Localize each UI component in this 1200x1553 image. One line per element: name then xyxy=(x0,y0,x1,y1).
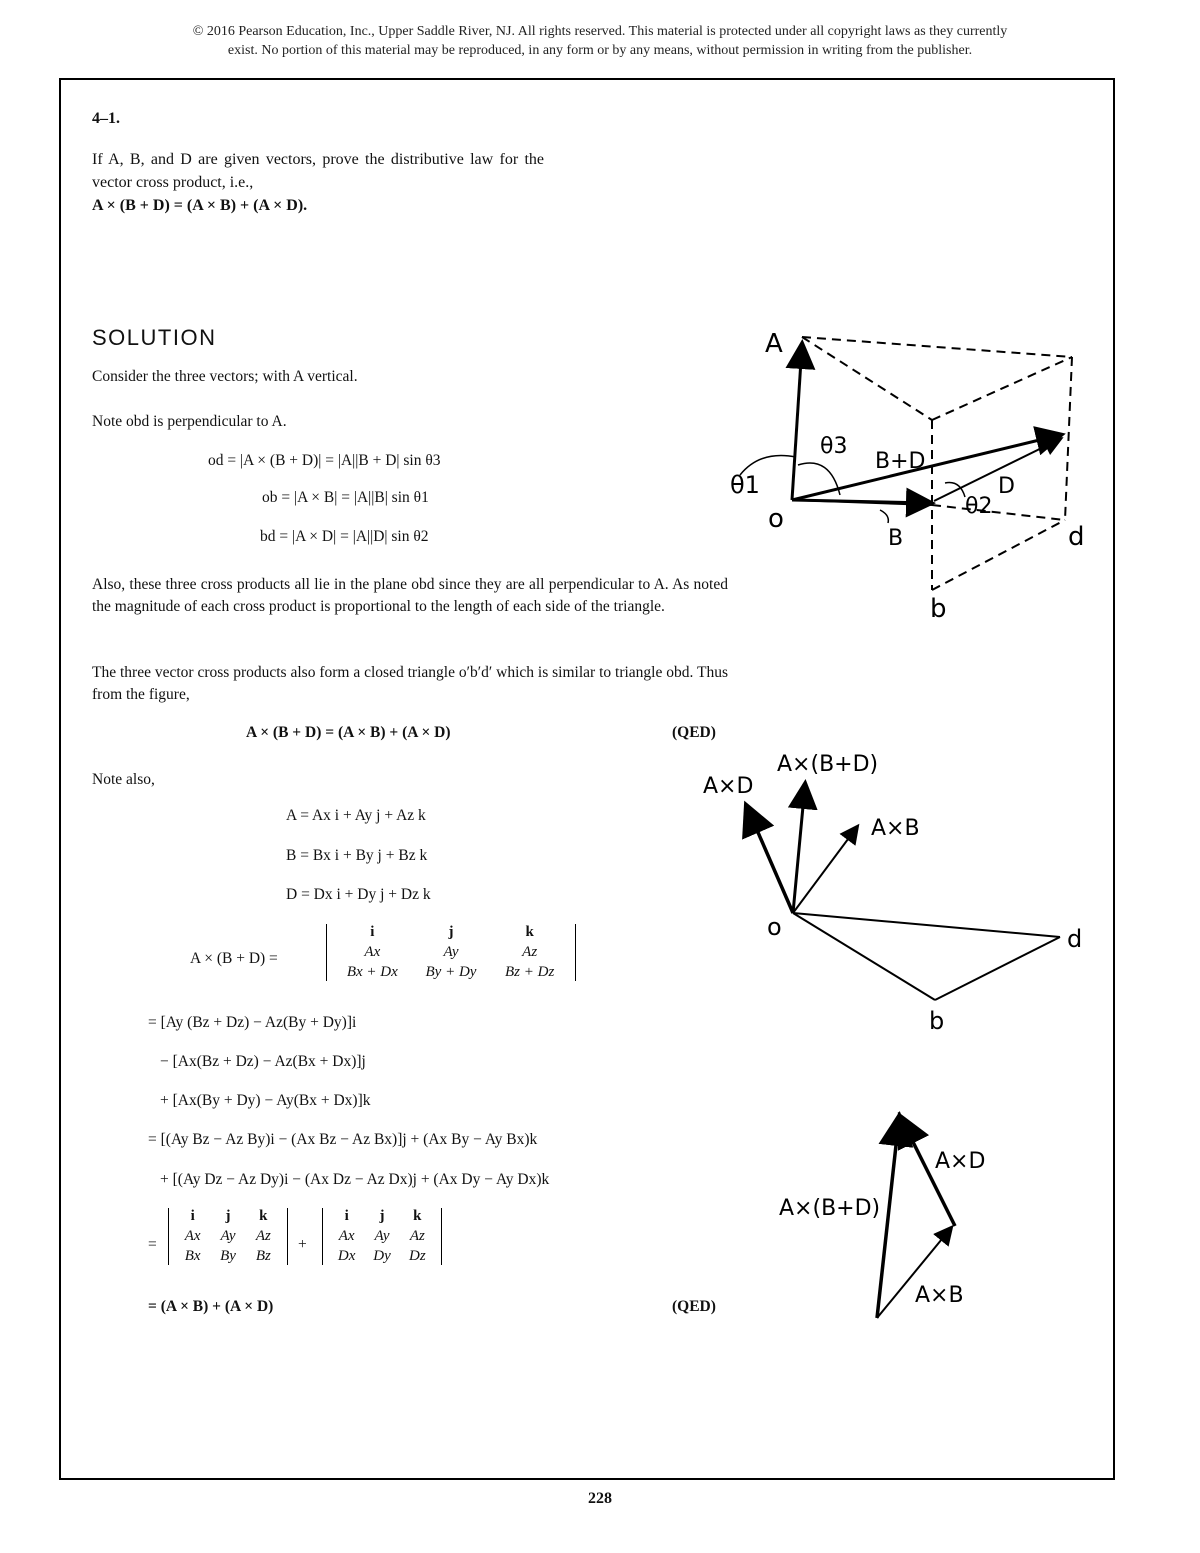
label-d: d xyxy=(1068,522,1085,552)
page-number: 228 xyxy=(588,1490,612,1507)
det-cell: Ay xyxy=(374,1228,390,1244)
expansion-line-5: + [(Ay Dz − Az Dy)i − (Ax Dz − Az Dx)j + (Ax Dy − Ay Dx)k xyxy=(160,1171,550,1188)
det-cell: By + Dy xyxy=(425,964,477,980)
label-AxBD: A×(B+D) xyxy=(779,1196,881,1221)
expansion-line-4: = [(Ay Bz − Az By)i − (Ax Bz − Az Bx)]j + (Ax By − Ay Bx)k xyxy=(148,1131,538,1148)
det-cell: Ax xyxy=(364,944,381,960)
qed-label-1: (QED) xyxy=(672,724,716,741)
det-cell: k xyxy=(413,1208,422,1224)
solution-intro: Consider the three vectors; with A vertical. xyxy=(92,368,358,385)
label-D: D xyxy=(998,474,1015,499)
qed-label-2: (QED) xyxy=(672,1298,716,1315)
det-cell: j xyxy=(448,924,454,940)
equation-vector-D: D = Dx i + Dy j + Dz k xyxy=(286,886,431,903)
vector-AxB xyxy=(793,827,857,913)
label-AxD: A×D xyxy=(935,1149,986,1174)
label-B: B xyxy=(888,526,904,551)
det-cell: Ay xyxy=(220,1228,236,1244)
equation-bd: bd = |A × D| = |A||D| sin θ2 xyxy=(260,528,429,545)
expansion-line-3: + [Ax(By + Dy) − Ay(Bx + Dx)]k xyxy=(160,1092,371,1109)
det-cell: Az xyxy=(255,1228,271,1244)
vector-AxD xyxy=(747,807,793,913)
det-plus-sign: + xyxy=(298,1236,307,1253)
label-AxD: A×D xyxy=(703,774,754,799)
det-cell: Ax xyxy=(184,1228,201,1244)
det-cell: k xyxy=(259,1208,268,1224)
det-cell: Az xyxy=(522,944,538,960)
equation-od: od = |A × (B + D)| = |A||B + D| sin θ3 xyxy=(208,452,441,469)
det-cell: Dz xyxy=(408,1248,426,1264)
statement-equation: A × (B + D) = (A × B) + (A × D). xyxy=(92,197,308,214)
label-d: d xyxy=(1067,925,1083,953)
problem-number: 4–1. xyxy=(92,110,120,127)
label-AxBD: A×(B+D) xyxy=(777,752,879,777)
det-cell: i xyxy=(370,924,375,940)
label-b: b xyxy=(930,594,947,624)
determinant-lhs: A × (B + D) = xyxy=(190,950,278,967)
label-o: o xyxy=(767,913,782,941)
solution-triangle-paragraph: The three vector cross products also form a closed triangle o′b′d′ which is similar to triangle obd. Thus from the figure, xyxy=(92,664,728,703)
vector-AxBD xyxy=(877,1118,899,1318)
equation-ob: ob = |A × B| = |A||B| sin θ1 xyxy=(262,489,429,506)
determinant-AxD xyxy=(322,1208,442,1265)
label-theta3: θ3 xyxy=(820,434,848,459)
problem-statement xyxy=(92,148,544,217)
label-b: b xyxy=(929,1007,945,1035)
solution-plane-paragraph: Also, these three cross products all lie in the plane obd since they are all perpendicular to A. As noted the magnitude of each cross product is proportional to the length of each side of the triangle. xyxy=(92,576,728,615)
label-A: A xyxy=(765,329,783,359)
vector-A xyxy=(792,345,802,500)
det-cell: Az xyxy=(409,1228,425,1244)
vector-D xyxy=(934,439,1060,501)
solution-note-obd: Note obd is perpendicular to A. xyxy=(92,413,287,430)
det-cell: j xyxy=(225,1208,231,1224)
copyright-line-1: © 2016 Pearson Education, Inc., Upper Saddle River, NJ. All rights reserved. This material is protected under all copyright laws as they currently xyxy=(192,24,1008,39)
equation-qed-1: A × (B + D) = (A × B) + (A × D) xyxy=(246,724,451,741)
label-AxB: A×B xyxy=(871,816,920,841)
det-cell: Dy xyxy=(373,1248,391,1264)
equation-vector-B: B = Bx i + By j + Bz k xyxy=(286,847,428,864)
expansion-line-1: = [Ay (Bz + Dz) − Az(By + Dy)]i xyxy=(148,1014,357,1031)
solution-heading: SOLUTION xyxy=(92,325,217,350)
copyright-notice xyxy=(80,22,1120,60)
det-cell: Ax xyxy=(338,1228,355,1244)
note-also: Note also, xyxy=(92,771,155,788)
det-cell: j xyxy=(379,1208,385,1224)
label-theta1: θ1 xyxy=(730,471,760,499)
det-cell: Ay xyxy=(443,944,459,960)
det-cell: Bz + Dz xyxy=(505,964,555,980)
det-cell: Dx xyxy=(337,1248,356,1264)
det-cell: k xyxy=(525,924,534,940)
label-theta2: θ2 xyxy=(965,494,993,519)
det-equals-sign: = xyxy=(148,1236,157,1253)
det-cell: Bz xyxy=(255,1248,271,1264)
copyright-line-2: exist. No portion of this material may be reproduced, in any form or by any means, without permission in writing from the publisher. xyxy=(227,43,973,58)
closed-triangle-figure xyxy=(775,1100,1035,1330)
det-cell: By xyxy=(220,1248,236,1264)
statement-body: If A, B, and D are given vectors, prove the distributive law for the vector cross product, i.e., xyxy=(92,151,544,191)
det-cell: i xyxy=(344,1208,349,1224)
det-cell: Bx xyxy=(184,1248,201,1264)
det-cell: i xyxy=(190,1208,195,1224)
vector-prism-figure xyxy=(720,305,1120,625)
equation-vector-A: A = Ax i + Ay j + Az k xyxy=(286,807,426,824)
determinant-main xyxy=(326,924,576,981)
determinant-AxB xyxy=(168,1208,288,1265)
label-AxB: A×B xyxy=(915,1283,964,1308)
label-o: o xyxy=(768,504,784,534)
vector-AxBD xyxy=(793,785,805,913)
det-cell: Bx + Dx xyxy=(346,964,398,980)
expansion-line-2: − [Ax(Bz + Dz) − Az(Bx + Dx)]j xyxy=(160,1053,366,1070)
cross-product-figure xyxy=(695,735,1115,1035)
label-B-plus-D: B+D xyxy=(875,449,926,474)
final-equation: = (A × B) + (A × D) xyxy=(148,1298,274,1315)
